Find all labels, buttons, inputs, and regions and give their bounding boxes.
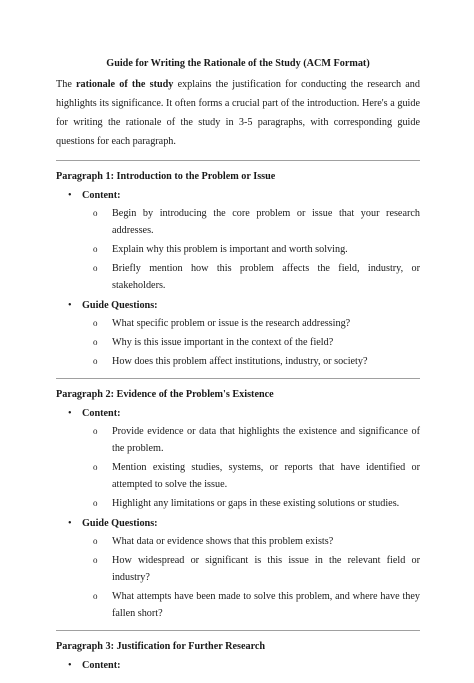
list-item-text: What data or evidence shows that this problem exists? [112,536,334,547]
sub-list [56,315,420,370]
bullet-label: Guide Questions: [82,300,158,311]
intro-lead: The [56,79,77,90]
circle-marker-icon: o [93,462,98,472]
section-divider [56,160,420,161]
list-item-text: What attempts have been made to solve this problem, and where have they fallen short? [112,591,420,619]
section-paragraph-3 [56,640,420,675]
list-item [56,459,420,493]
bullet-icon: • [68,190,72,201]
bullet-label: Guide Questions: [82,518,158,529]
list-item [56,315,420,332]
list-item [56,533,420,550]
bullet-item [56,186,420,205]
sub-list [56,205,420,294]
intro-rest: explains the justification for conducting the research and highlights its significance. It often forms a crucial part of the introduction. Here's a guide for writing the rationale of the study in 3-5 paragraphs, with corresponding guide questions for each paragraph. [56,79,420,147]
circle-marker-icon: o [93,426,98,436]
section-heading: Paragraph 2: Evidence of the Problem's Existence [56,389,274,400]
circle-marker-icon: o [93,318,98,328]
bullet-item [56,404,420,423]
list-item-text: What specific problem or issue is the research addressing? [112,318,351,329]
document-page [56,57,420,683]
list-item-text: How does this problem affect institutions, industry, or society? [112,356,368,367]
section-heading: Paragraph 1: Introduction to the Problem or Issue [56,171,276,182]
bullet-icon: • [68,300,72,311]
circle-marker-icon: o [93,536,98,546]
list-item-text: Why is this issue important in the context of the field? [112,337,334,348]
section-paragraph-1 [56,170,420,370]
bullet-label: Content: [82,660,121,671]
bullet-icon: • [68,518,72,529]
list-item-text: Mention existing studies, systems, or reports that have identified or attempted to solve the issue. [112,462,420,490]
bullet-icon: • [68,660,72,671]
intro-paragraph [56,75,420,151]
circle-marker-icon: o [93,356,98,366]
list-item [56,260,420,294]
circle-marker-icon: o [93,208,98,218]
document-title: Guide for Writing the Rationale of the Study (ACM Format) [106,58,370,69]
list-item-text: Highlight any limitations or gaps in these existing solutions or studies. [112,498,400,509]
section-paragraph-2 [56,388,420,622]
intro-bold-term: rationale of the study [76,79,174,90]
list-item [56,495,420,512]
sub-list [56,533,420,622]
list-item [56,423,420,457]
bullet-label: Content: [82,190,121,201]
list-item [56,334,420,351]
bullet-item [56,514,420,533]
bullet-item [56,656,420,675]
list-item-text: Provide evidence or data that highlights the existence and significance of the problem. [112,426,420,454]
list-item [56,353,420,370]
circle-marker-icon: o [93,244,98,254]
list-item-text: How widespread or significant is this issue in the relevant field or industry? [112,555,420,583]
bullet-item [56,296,420,315]
bullet-label: Content: [82,408,121,419]
sub-list [56,423,420,512]
list-item [56,205,420,239]
circle-marker-icon: o [93,263,98,273]
list-item-text: Explain why this problem is important and worth solving. [112,244,348,255]
circle-marker-icon: o [93,591,98,601]
list-item-text: Briefly mention how this problem affects the field, industry, or stakeholders. [112,263,420,291]
list-item [56,241,420,258]
list-item [56,552,420,586]
section-divider [56,378,420,379]
bullet-icon: • [68,408,72,419]
section-heading: Paragraph 3: Justification for Further Research [56,641,266,652]
section-divider [56,630,420,631]
circle-marker-icon: o [93,498,98,508]
circle-marker-icon: o [93,555,98,565]
list-item [56,588,420,622]
list-item-text: Begin by introducing the core problem or issue that your research addresses. [112,208,420,236]
circle-marker-icon: o [93,337,98,347]
